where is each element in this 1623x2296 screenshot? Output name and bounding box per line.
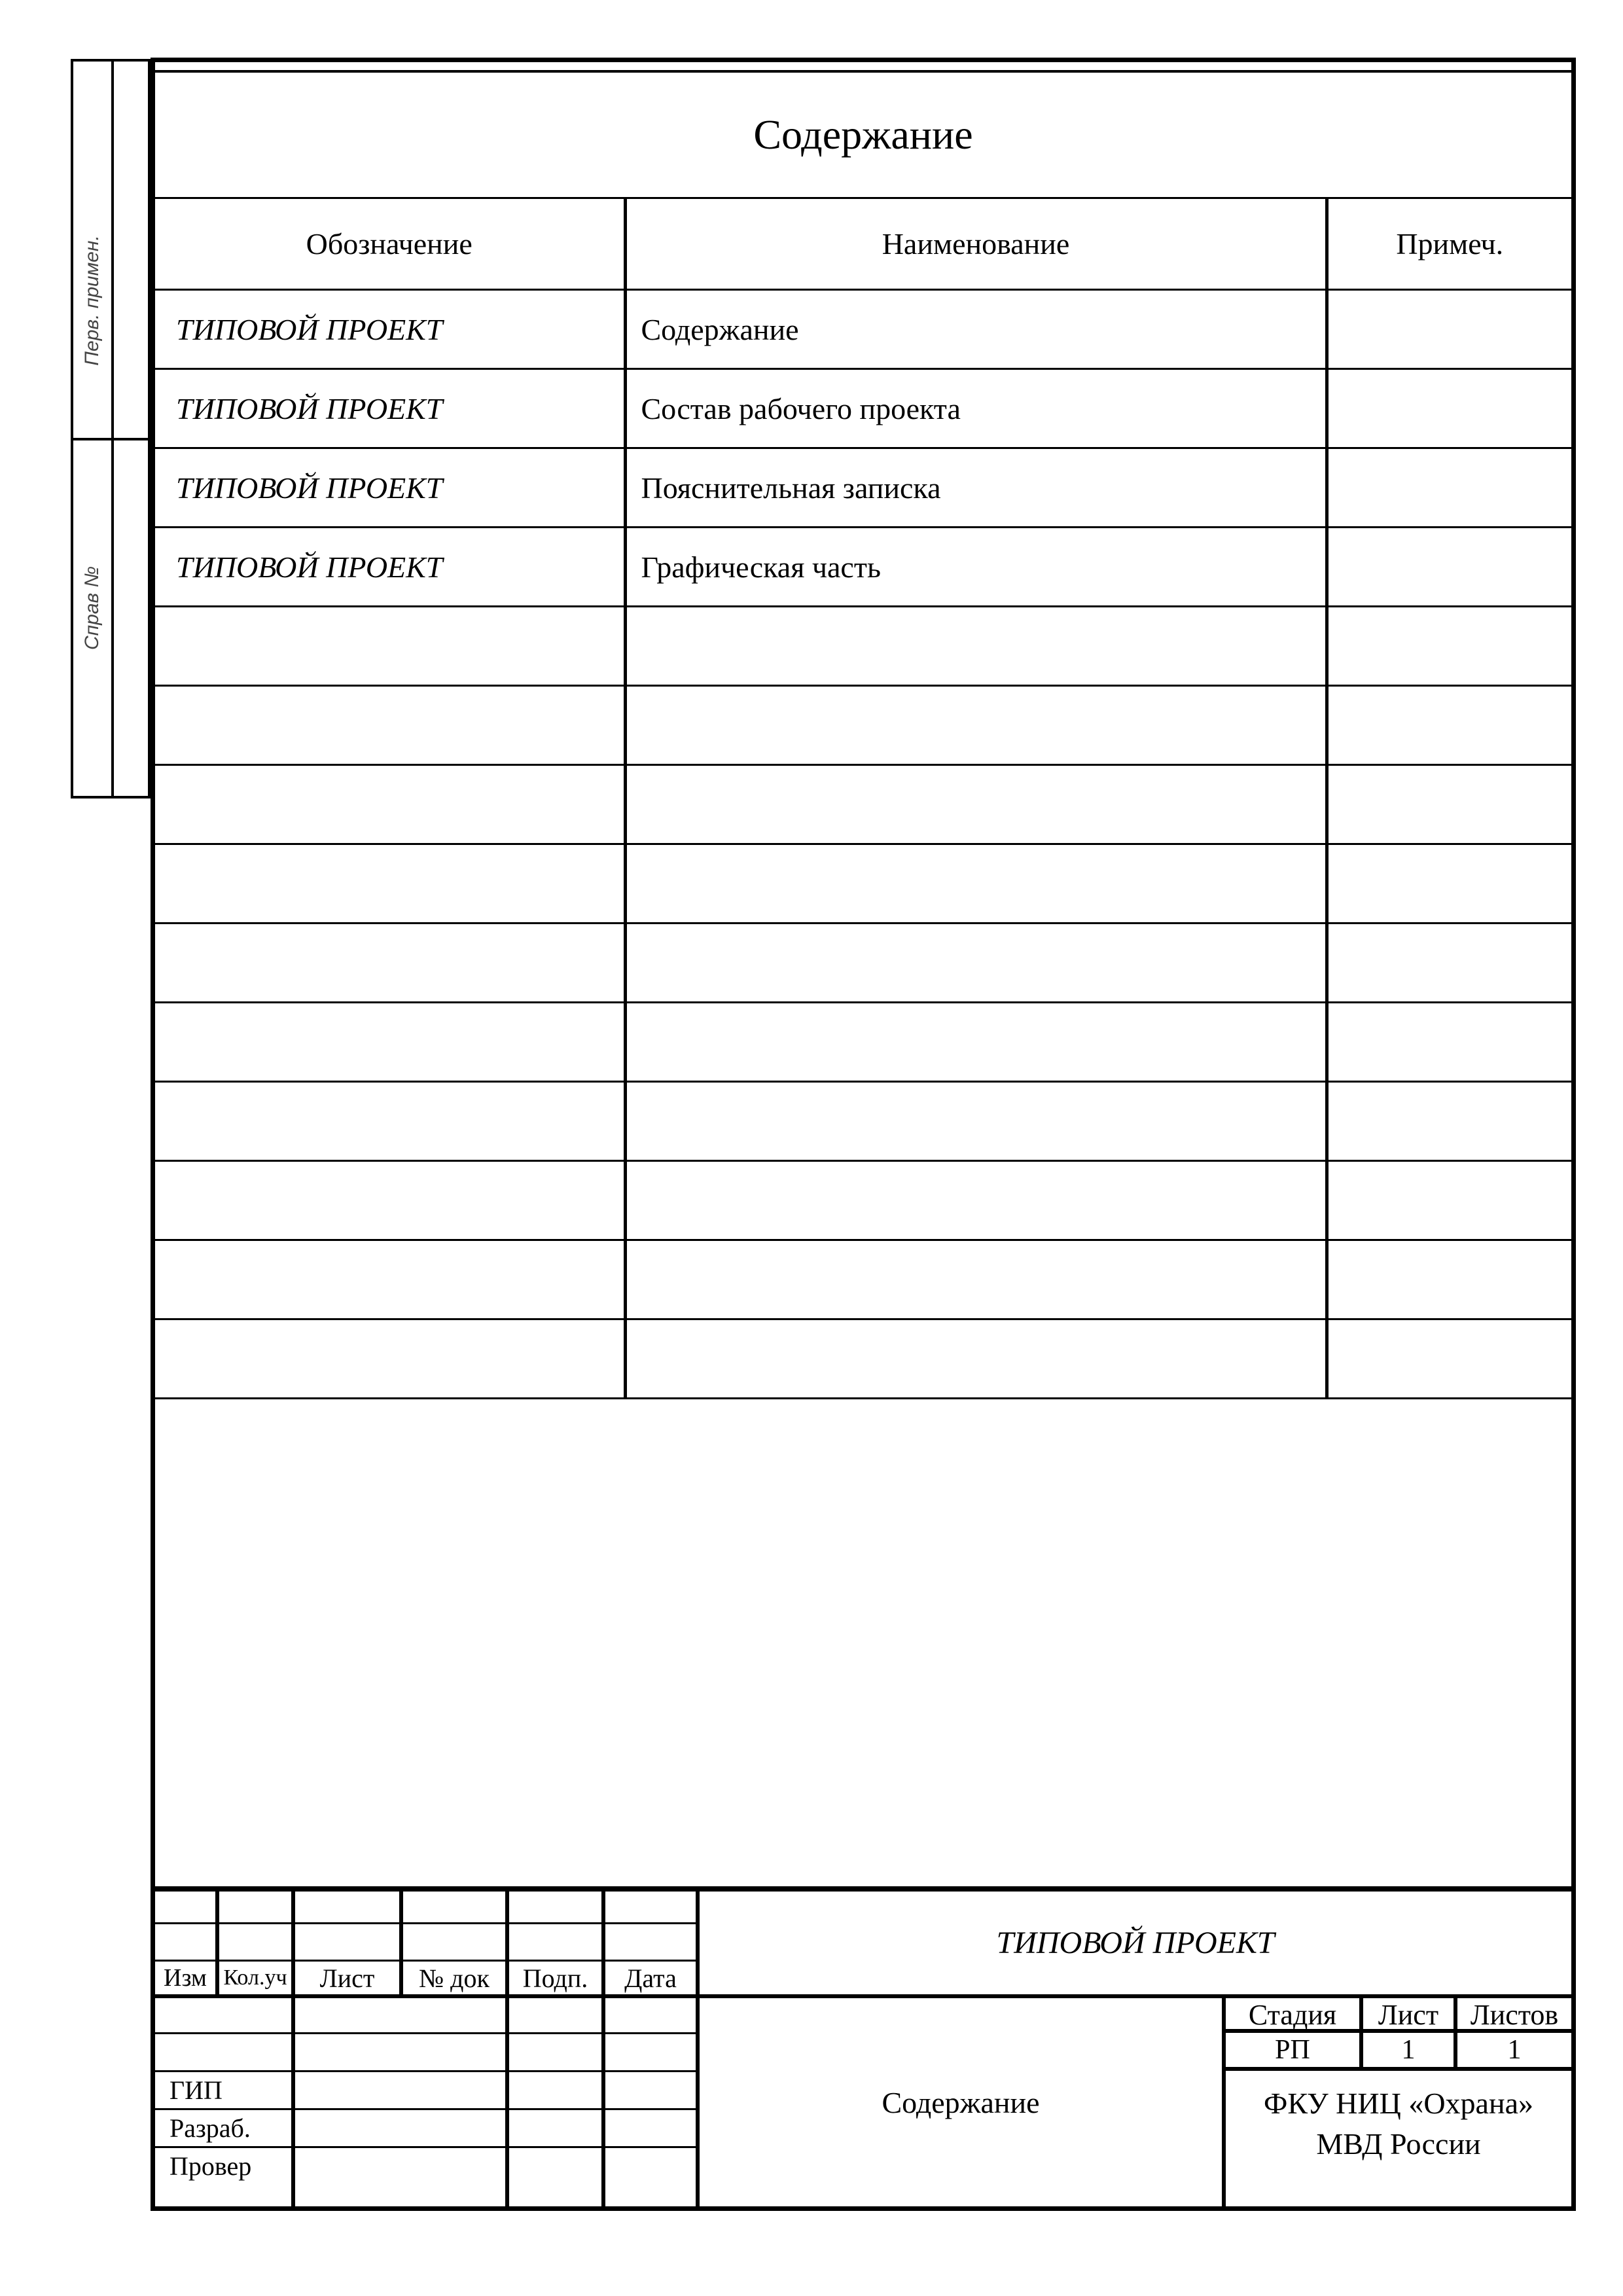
page-title: Содержание xyxy=(753,111,973,158)
row-designation xyxy=(155,1240,625,1319)
row-name xyxy=(625,1319,1327,1399)
table-row xyxy=(155,528,1571,607)
row-note xyxy=(1327,686,1571,765)
row-name xyxy=(625,1161,1327,1240)
table-row xyxy=(155,607,1571,686)
row-designation xyxy=(155,844,625,924)
row-note xyxy=(1327,924,1571,1003)
row-note xyxy=(1327,1082,1571,1161)
contents-table xyxy=(155,197,1571,1399)
row-designation xyxy=(155,1003,625,1082)
row-name xyxy=(625,607,1327,686)
side-label-sprav-no: Справ № xyxy=(81,565,103,651)
row-name xyxy=(625,844,1327,924)
side-strip xyxy=(71,59,151,798)
table-row xyxy=(155,1161,1571,1240)
table-row xyxy=(155,448,1571,528)
stamp-project-title: ТИПОВОЙ ПРОЕКТ xyxy=(996,1926,1275,1960)
row-name: Состав рабочего проекта xyxy=(625,369,1327,448)
table-row xyxy=(155,924,1571,1003)
side-strip-divider xyxy=(111,62,114,796)
organization-line1: ФКУ НИЦ «Охрана» xyxy=(1263,2086,1533,2120)
col-date: Дата xyxy=(624,1963,677,1993)
row-designation: ТИПОВОЙ ПРОЕКТ xyxy=(155,528,625,607)
row-note xyxy=(1327,369,1571,448)
row-note xyxy=(1327,1003,1571,1082)
stage-label: Стадия xyxy=(1248,1998,1337,2031)
table-row xyxy=(155,369,1571,448)
row-name: Графическая часть xyxy=(625,528,1327,607)
side-label-perv-primen: Перв. примен. xyxy=(81,235,103,366)
row-name xyxy=(625,924,1327,1003)
table-row xyxy=(155,765,1571,844)
row-note xyxy=(1327,528,1571,607)
row-note xyxy=(1327,290,1571,369)
col-doc-no: № док xyxy=(419,1963,490,1993)
role-razrab: Разраб. xyxy=(169,2113,251,2143)
row-designation: ТИПОВОЙ ПРОЕКТ xyxy=(155,448,625,528)
table-header-row xyxy=(155,198,1571,290)
row-name xyxy=(625,1082,1327,1161)
row-name xyxy=(625,1240,1327,1319)
header-name: Наименование xyxy=(625,198,1327,290)
row-note xyxy=(1327,1240,1571,1319)
row-designation xyxy=(155,1319,625,1399)
sheet-value: 1 xyxy=(1401,2035,1416,2065)
table-row xyxy=(155,1003,1571,1082)
row-designation xyxy=(155,607,625,686)
drawing-frame xyxy=(151,58,1576,2211)
role-gip: ГИП xyxy=(169,2075,223,2105)
table-row xyxy=(155,1240,1571,1319)
table-row xyxy=(155,290,1571,369)
header-designation: Обозначение xyxy=(155,198,625,290)
col-podp: Подп. xyxy=(522,1963,588,1993)
row-designation xyxy=(155,686,625,765)
sheets-value: 1 xyxy=(1507,2035,1522,2065)
role-prover: Провер xyxy=(169,2151,252,2181)
col-kol-uch: Кол.уч xyxy=(223,1965,287,1990)
table-row xyxy=(155,844,1571,924)
row-note xyxy=(1327,1319,1571,1399)
row-designation xyxy=(155,924,625,1003)
row-note xyxy=(1327,1161,1571,1240)
row-designation xyxy=(155,1082,625,1161)
row-designation: ТИПОВОЙ ПРОЕКТ xyxy=(155,369,625,448)
sheet-label: Лист xyxy=(1378,1998,1439,2031)
row-designation xyxy=(155,1161,625,1240)
row-note xyxy=(1327,765,1571,844)
table-row xyxy=(155,1319,1571,1399)
row-name: Пояснительная записка xyxy=(625,448,1327,528)
col-izm: Изм xyxy=(164,1964,207,1992)
row-note xyxy=(1327,448,1571,528)
col-list: Лист xyxy=(319,1963,375,1993)
title-block xyxy=(155,1886,1571,2206)
sheets-label: Листов xyxy=(1470,1998,1559,2031)
row-name xyxy=(625,765,1327,844)
row-note xyxy=(1327,607,1571,686)
stage-value: РП xyxy=(1275,2035,1310,2065)
row-designation xyxy=(155,765,625,844)
organization-line2: МВД России xyxy=(1316,2126,1481,2161)
stamp-sheet-title: Содержание xyxy=(882,2085,1040,2119)
header-note: Примеч. xyxy=(1327,198,1571,290)
row-name xyxy=(625,686,1327,765)
row-name: Содержание xyxy=(625,290,1327,369)
row-note xyxy=(1327,844,1571,924)
row-designation: ТИПОВОЙ ПРОЕКТ xyxy=(155,290,625,369)
table-row xyxy=(155,1082,1571,1161)
table-row xyxy=(155,686,1571,765)
row-name xyxy=(625,1003,1327,1082)
side-strip-separator xyxy=(73,438,148,440)
